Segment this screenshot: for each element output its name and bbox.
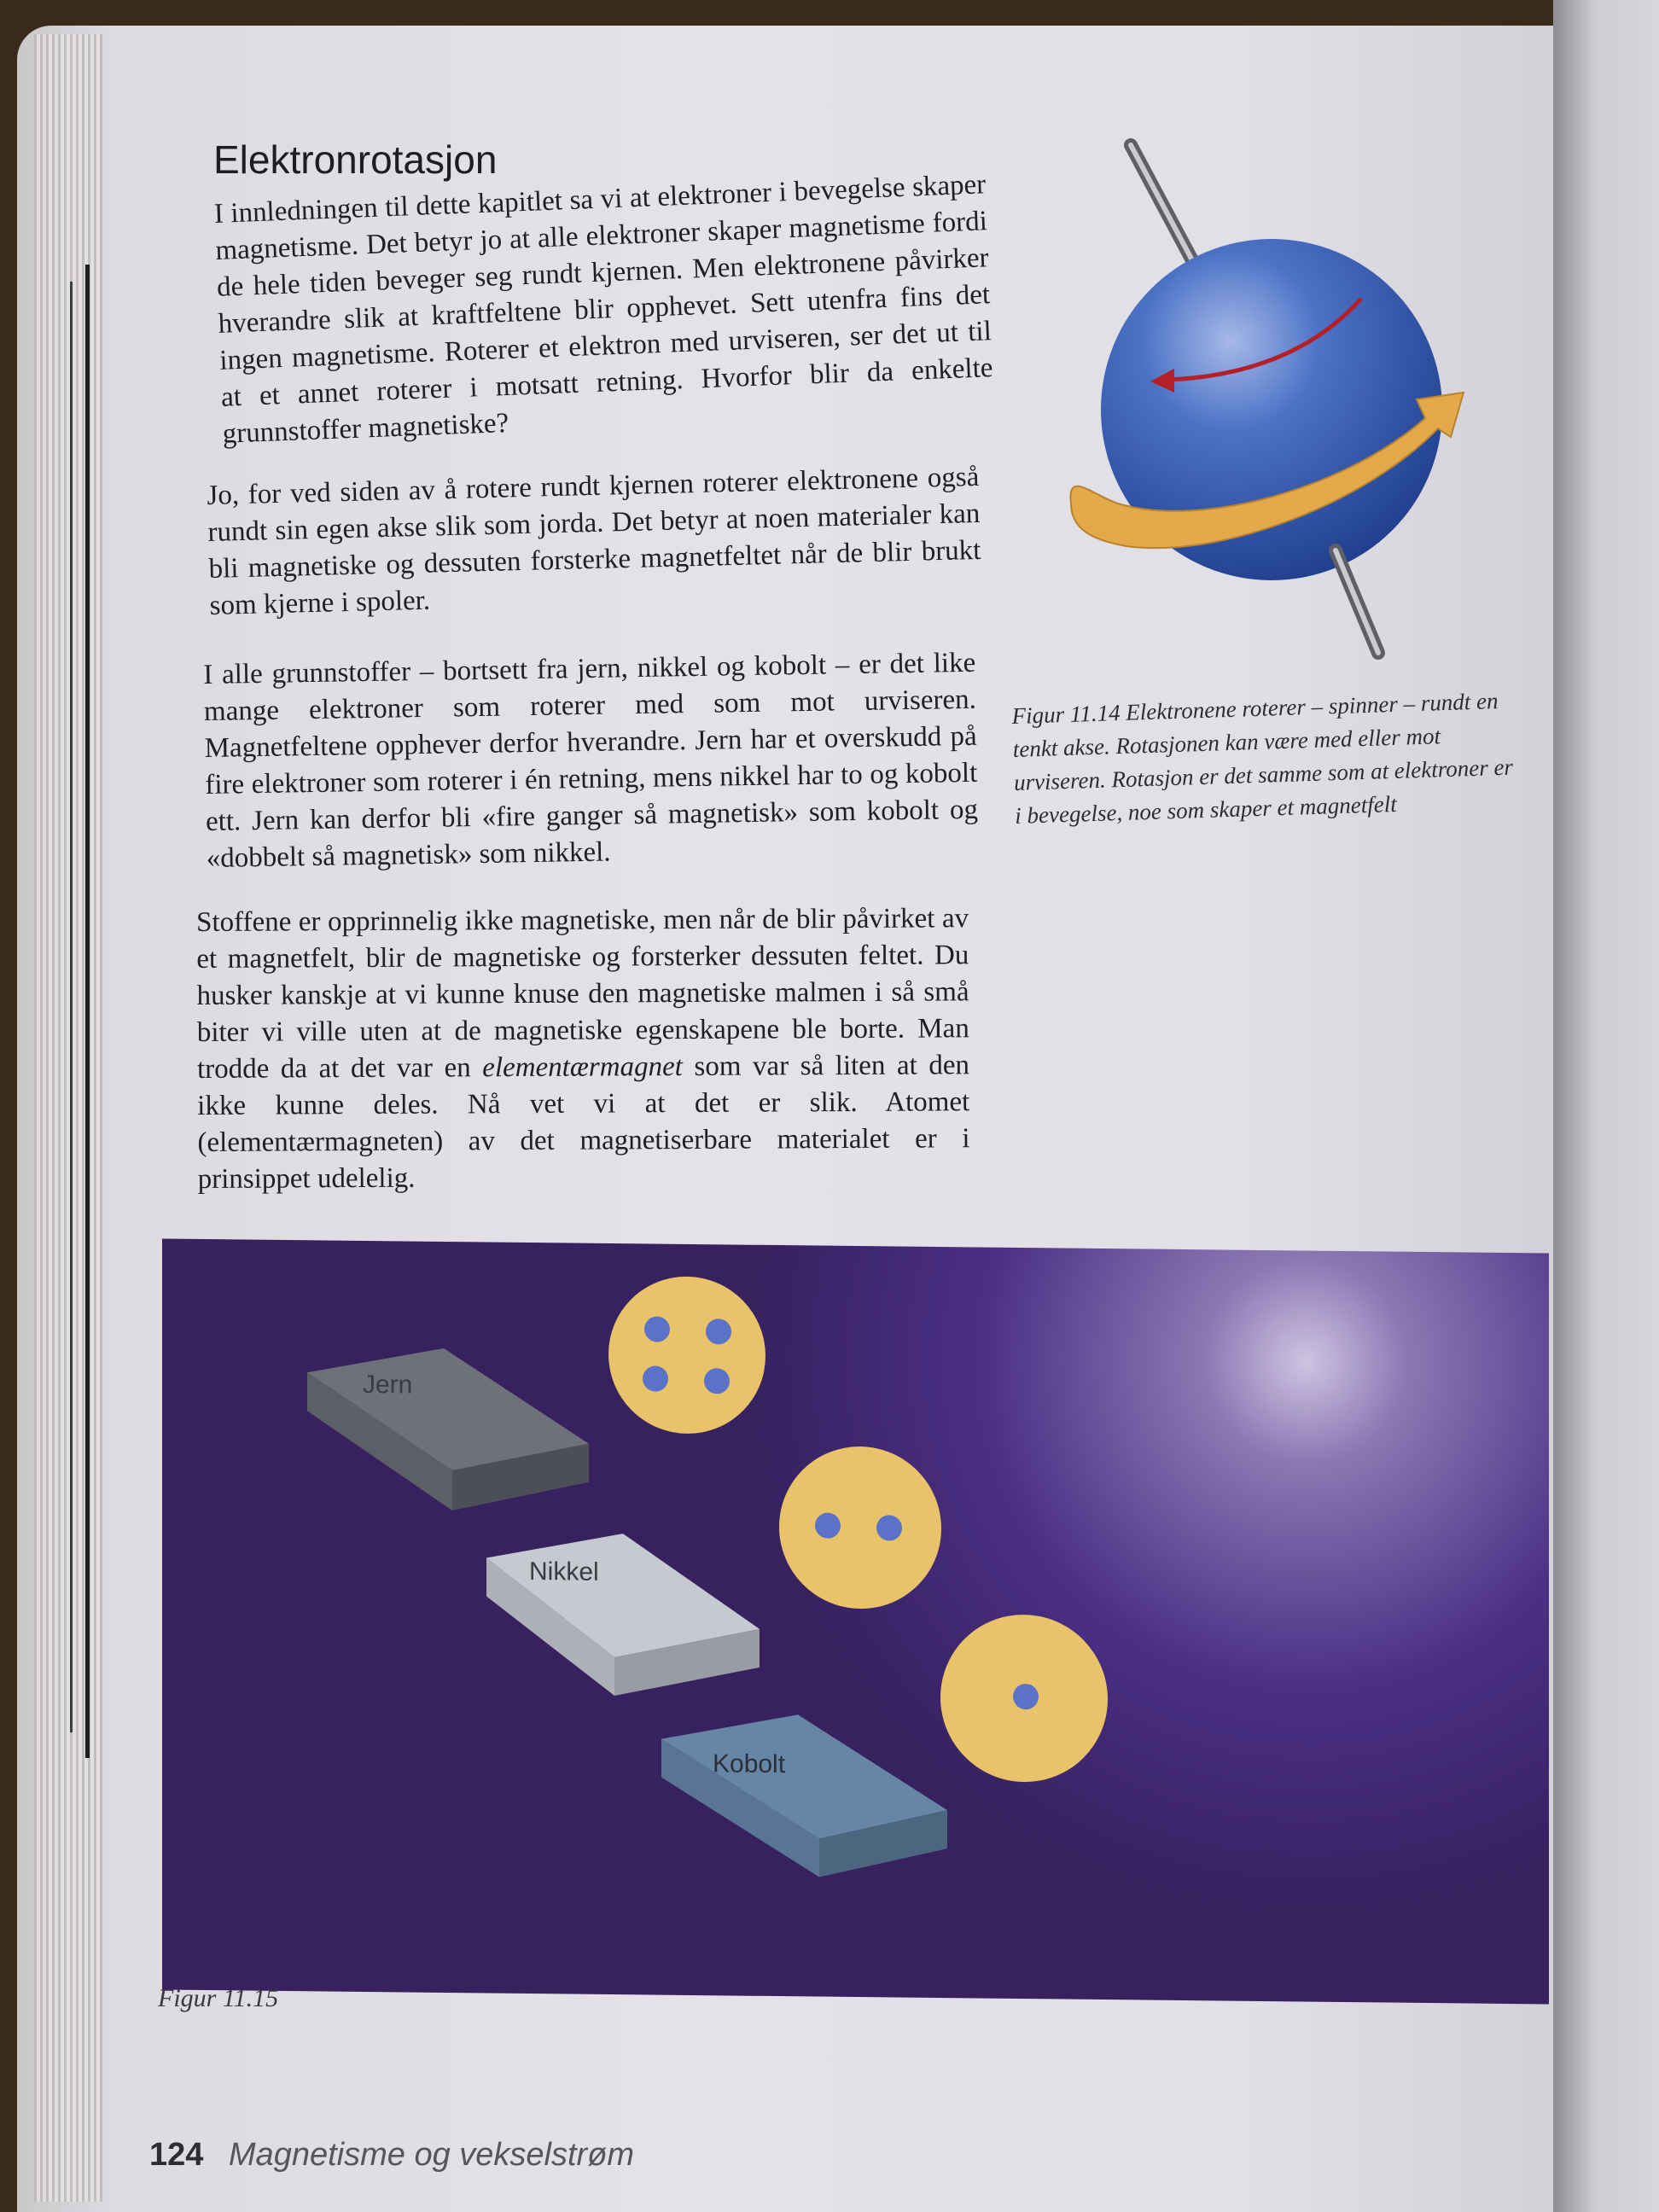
emphasis-term: elementærmagnet — [482, 1051, 683, 1084]
page-edge-line — [85, 265, 90, 1758]
paragraph-3-block — [203, 645, 980, 911]
paragraph-4-text-after: som var så liten at den ikke kunne deles. Nå vet vi at det er slik. Atomet (elementærmagneten) av det magnetiserbare materialet er i prinsippet udelelig. — [197, 1050, 970, 1195]
section-title: Elektronrotasjon — [213, 137, 498, 182]
atom-jern — [608, 1276, 765, 1435]
paragraph-1-block — [213, 166, 996, 486]
paragraph-4 — [196, 900, 970, 1198]
page-number: 124 — [149, 2137, 204, 2173]
paragraph-4-text-before: Stoffene er opprinnelig ikke magnetiske, men når de blir påvirket av et magnetfelt, blir de magnetiske og forsterker dessuten feltet. Du husker kanskje at vi kunne knuse den magnetiske malmen i så små biter vi ville uten at de magnetiske egenskapene ble borte. Man trodde da at det var en — [196, 903, 969, 1085]
bar-kobolt — [661, 1714, 947, 1879]
bar-label-jern: Jern — [363, 1370, 413, 1400]
figure-11-15-illustration — [162, 1238, 1549, 2004]
figure-11-14-caption: Figur 11.14 Elektronene roterer – spinner – rundt en tenkt akse. Rotasjonen kan være med eller mot urviseren. Rotasjon er det samme som at elektroner er i bevegelse, noe som skaper et magnetfelt — [1011, 688, 1514, 829]
axis-bottom — [1336, 550, 1378, 653]
paragraph-2: Jo, for ved siden av å rotere rundt kjernen roterer elektronene også rundt sin egen akse slik som jorda. Det betyr at noen materialer kan bli magnetiske og dessuten forsterke magnetfeltet når de blir brukt som kjerne i spoler. — [207, 461, 981, 621]
page-edges — [34, 34, 102, 2202]
running-title: Magnetisme og vekselstrøm — [228, 2137, 635, 2173]
facing-page-edge — [1553, 0, 1659, 2212]
paragraph-4-block — [196, 900, 970, 1232]
bar-nikkel — [486, 1532, 760, 1697]
axis-top — [1131, 145, 1199, 273]
paragraph-3: I alle grunnstoffer – bortsett fra jern, nikkel og kobolt – er det like mange elektroner som roterer med som mot urviseren. Magnetfeltene opphever derfor hverandre. Jern har et overskudd på fire elektroner som roterer i én retning, mens nikkel har to og kobolt ett. Jern kan derfor bli «fire ganger så magnetisk» som kobolt og «dobbelt så magnetisk» som nikkel. — [203, 647, 979, 874]
page-shadow-line — [70, 282, 73, 1732]
figure-11-15-caption: Figur 11.15 — [158, 1984, 279, 2012]
bar-label-kobolt: Kobolt — [713, 1749, 786, 1779]
paragraph-2-block — [207, 459, 983, 659]
paragraph-1: I innledningen til dette kapitlet sa vi at elektroner i bevegelse skaper magnetisme. Det betyr jo at alle elektroner skaper magnetisme fordi de hele tiden beveger seg rundt kjernen. Men elektronene påvirker hverandre slik at kraftfeltene blir opphevet. Sett utenfra fins det ingen magnetisme. Roterer et elektron med urviseren, ser det ut til at et annet roterer i motsatt retning. Hvorfor blir da enkelte grunnstoffer magnetiske? — [213, 169, 994, 450]
atom-nikkel — [779, 1446, 941, 1610]
figure-11-14-spinning-electron — [1050, 128, 1493, 683]
bar-label-nikkel: Nikkel — [529, 1557, 599, 1586]
page-footer — [149, 2136, 634, 2174]
bar-jern — [307, 1347, 589, 1511]
atom-kobolt — [940, 1614, 1108, 1783]
